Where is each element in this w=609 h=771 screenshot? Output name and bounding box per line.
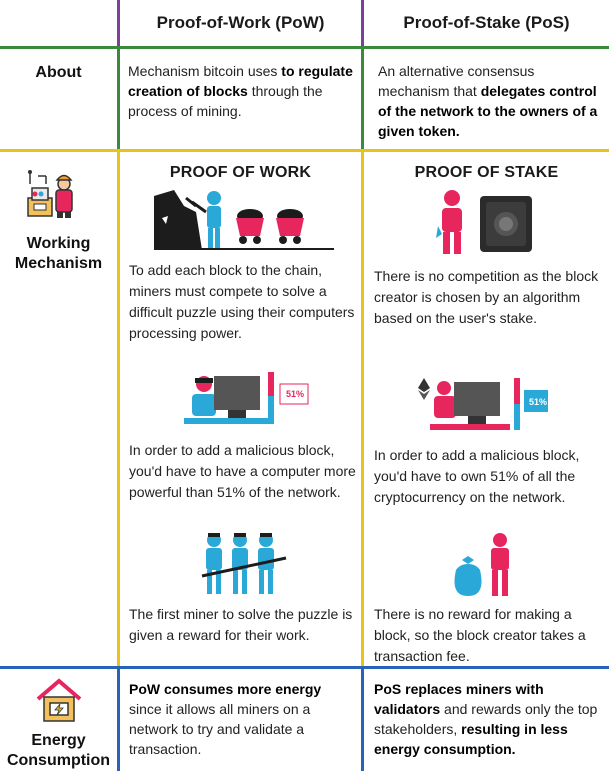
- working-label: [0, 234, 117, 274]
- about-pos-text-a: An alternative consensus mechanism that: [378, 63, 535, 99]
- about-label-cell: [0, 46, 120, 152]
- pow-subheading: PROOF OF WORK: [169, 164, 312, 181]
- energy-pow-text: [120, 669, 361, 759]
- working-label-cell: [0, 149, 120, 669]
- hacker-computer-icon: [184, 370, 334, 432]
- money-bag-icon: [455, 556, 482, 596]
- about-pos-cell: [361, 46, 609, 152]
- header-pos: [361, 0, 609, 49]
- pow-reward-text: The first miner to solve the puzzle is given a reward for their work.: [129, 606, 353, 643]
- pos-mechanism-text: There is no competition as the block creator is chosen by an algorithm based on the user's stake.: [374, 268, 599, 326]
- person-icon: [436, 190, 462, 254]
- energy-pos-cell: [361, 666, 609, 771]
- working-label-line1: Working: [26, 235, 91, 252]
- about-pow-cell: [117, 46, 364, 152]
- pow-51-badge: 51%: [285, 389, 304, 399]
- energy-pos-text: [364, 669, 609, 759]
- safe-icon: [480, 196, 532, 252]
- about-label: About: [35, 64, 82, 81]
- pos-subheading: PROOF OF STAKE: [414, 164, 559, 181]
- energy-label-line1: Energy: [31, 732, 86, 749]
- energy-pow-text-a: PoW consumes more energy: [129, 681, 322, 697]
- miner-carts-illustration: [154, 188, 334, 250]
- pow-mechanism-text: To add each block to the chain, miners must compete to solve a difficult puzzle using their computers processing power.: [129, 262, 355, 341]
- header-pow-label: Proof-of-Work (PoW): [156, 13, 325, 32]
- miners-group-icon: [200, 530, 290, 600]
- header-pow: [117, 0, 364, 49]
- person-icon: [491, 533, 509, 596]
- header-empty-cell: [0, 0, 120, 49]
- energy-pos-text-c: resulting in less energy consumption.: [374, 721, 568, 757]
- pos-51-badge: 51%: [528, 397, 547, 407]
- pos-malicious-text: In order to add a malicious block, you'd have to own 51% of all the cryptocurrency on the network.: [374, 447, 580, 505]
- ethereum-icon: [418, 378, 430, 400]
- validator-computer-illustration: [410, 378, 550, 440]
- money-bag-person-illustration: [448, 530, 518, 600]
- pos-reward-text: There is no reward for making a block, so the block creator takes a transaction fee.: [374, 606, 586, 664]
- working-pos-cell: [361, 149, 609, 669]
- stakeholder-safe-illustration: [434, 188, 554, 258]
- house-energy-icon: [34, 677, 84, 725]
- about-pow-text: [120, 49, 361, 121]
- cart-icon: [276, 209, 304, 244]
- pow-malicious-text: In order to add a malicious block, you'd have to have a computer more powerful than 51% of the network.: [129, 442, 356, 500]
- energy-pos-text-a: PoS replaces miners with validators: [374, 681, 544, 717]
- energy-label-cell: [0, 666, 120, 771]
- energy-pow-cell: [117, 666, 364, 771]
- mining-worker-icon: [26, 168, 80, 220]
- about-pow-text-a: Mechanism bitcoin uses: [128, 63, 282, 79]
- about-pow-text-b: to regulate creation of blocks: [128, 63, 353, 99]
- header-pos-label: Proof-of-Stake (PoS): [403, 13, 570, 32]
- about-pos-text: [364, 49, 609, 141]
- cart-icon: [236, 209, 264, 244]
- energy-label: [0, 731, 117, 771]
- working-label-line2: Mechanism: [14, 255, 103, 272]
- about-pow-text-c: through the process of mining.: [128, 83, 323, 119]
- energy-pow-text-b: since it allows all miners on a network to try and validate a transaction.: [129, 701, 311, 757]
- energy-label-line2: Consumption: [6, 752, 111, 769]
- energy-pos-text-b: and rewards only the top stakeholders,: [374, 701, 598, 737]
- working-pow-cell: [117, 149, 364, 669]
- about-pos-text-b: delegates control of the network to the owners of a given token.: [378, 83, 598, 139]
